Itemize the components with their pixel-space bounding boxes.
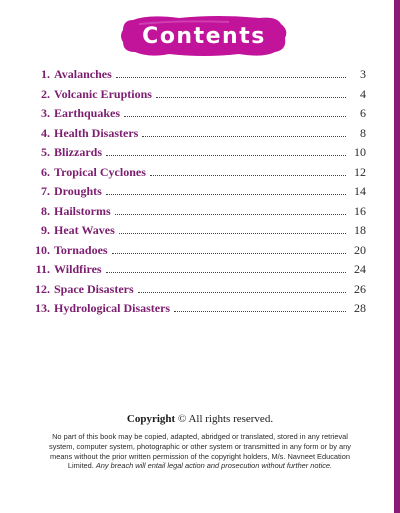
toc-entry-number: 11.: [35, 262, 50, 276]
toc-entry-page: 24: [354, 262, 366, 276]
toc-entry-title: Volcanic Eruptions: [54, 86, 152, 101]
copyright-symbol: ©: [177, 413, 187, 425]
toc-entry-number: 12.: [35, 281, 50, 296]
toc-entry-page: 6: [360, 106, 366, 120]
toc-dot-leader: [124, 116, 346, 117]
toc-dot-leader: [106, 272, 346, 273]
toc-entry-title: Blizzards: [54, 145, 102, 159]
toc-dot-leader: [138, 292, 346, 293]
toc-entry-number: 10.: [35, 242, 50, 257]
toc-entry[interactable]: [0, 65, 400, 83]
toc-entry-number: 7.: [41, 184, 50, 198]
toc-entry[interactable]: [0, 241, 400, 259]
toc-entry-page: 3: [360, 67, 366, 81]
toc-entry-number: 1.: [41, 67, 50, 81]
toc-entry[interactable]: [0, 143, 400, 161]
toc-entry[interactable]: [0, 260, 400, 278]
toc-dot-leader: [106, 194, 346, 195]
toc-dot-leader: [115, 214, 346, 215]
copyright-line: [0, 413, 400, 425]
toc-dot-leader: [150, 175, 346, 176]
toc-entry-number: 5.: [41, 145, 50, 159]
toc-dot-leader: [156, 97, 346, 98]
toc-entry-page: 20: [354, 242, 366, 257]
toc-entry-page: 12: [354, 164, 366, 179]
toc-entry-page: 18: [354, 223, 366, 237]
copyright-text: All rights reserved.: [188, 413, 274, 425]
toc-entry-number: 3.: [41, 106, 50, 120]
toc-entry-title: Avalanches: [54, 67, 112, 81]
toc-dot-leader: [106, 155, 346, 156]
toc-entry-number: 13.: [35, 301, 50, 315]
toc-entry[interactable]: [0, 221, 400, 239]
toc-entry-title: Hailstorms: [54, 203, 111, 218]
toc-entry-number: 6.: [41, 164, 50, 179]
toc-entry-title: Space Disasters: [54, 281, 134, 296]
toc-dot-leader: [142, 136, 346, 137]
toc-entry-title: Earthquakes: [54, 106, 121, 120]
toc-entry-page: 10: [354, 145, 366, 159]
toc-entry-title: Health Disasters: [54, 125, 139, 140]
toc-dot-leader: [119, 233, 346, 234]
toc-entry-page: 8: [360, 125, 366, 140]
toc-entry[interactable]: [0, 85, 400, 103]
toc-entry[interactable]: [0, 182, 400, 200]
toc-entry-page: 4: [360, 86, 366, 101]
toc-entry-number: 4.: [41, 125, 50, 140]
toc-entry-number: 9.: [41, 223, 50, 237]
page-title: Contents: [142, 23, 266, 49]
toc-entry[interactable]: [0, 280, 400, 298]
toc-entry-page: 14: [354, 184, 366, 198]
copyright-label: Copyright: [126, 413, 176, 425]
toc-entry-title: Tornadoes: [54, 242, 108, 257]
toc-dot-leader: [174, 311, 346, 312]
toc-entry-number: 2.: [41, 86, 50, 101]
toc-entry[interactable]: [0, 124, 400, 142]
toc-entry[interactable]: [0, 202, 400, 220]
toc-entry-title: Heat Waves: [54, 223, 115, 237]
toc-dot-leader: [116, 77, 346, 78]
toc-entry-number: 8.: [41, 203, 50, 218]
toc-entry[interactable]: [0, 299, 400, 317]
legal-notice: [40, 432, 360, 471]
toc-entry[interactable]: [0, 104, 400, 122]
toc-dot-leader: [112, 253, 346, 254]
toc-entry-title: Wildfires: [54, 262, 102, 276]
toc-entry-title: Hydrological Disasters: [54, 301, 171, 315]
toc-entry-page: 26: [354, 281, 366, 296]
toc-entry-page: 16: [354, 203, 366, 218]
notice-italic: Any breach will entail legal action and prosecution without further notice.: [95, 461, 333, 471]
toc-entry[interactable]: [0, 163, 400, 181]
toc-entry-page: 28: [354, 301, 366, 315]
toc-entry-title: Droughts: [54, 184, 102, 198]
contents-banner: [119, 14, 289, 58]
notice-text: No part of this book may be copied, adapted, abridged or translated, stored in any retrieval system, computer system, photographic or other system or transmitted in any form or by any means without the prior written permission of the copyright holders, M/s. Navneet Education Limited.: [49, 432, 351, 471]
toc-entry-title: Tropical Cyclones: [54, 164, 146, 179]
